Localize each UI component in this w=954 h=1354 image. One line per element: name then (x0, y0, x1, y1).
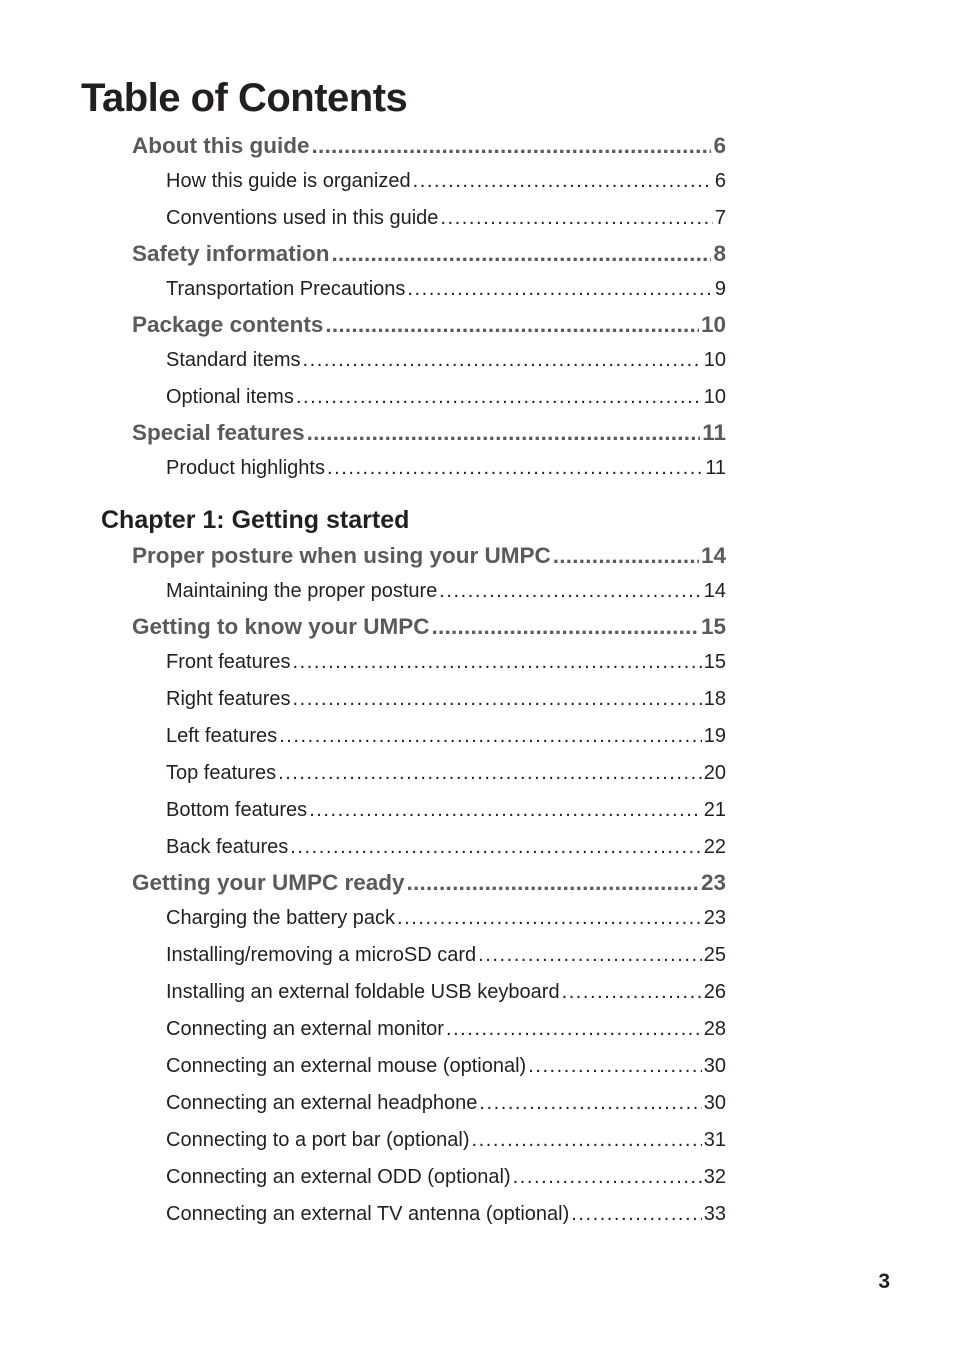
toc-entry-package-contents[interactable] (132, 311, 726, 338)
page-title: Table of Contents (81, 76, 408, 120)
toc-entry-page: 10 (703, 386, 726, 408)
dot-leader (440, 206, 712, 230)
toc-entry-page: 23 (703, 907, 726, 929)
toc-entry-page: 32 (703, 1166, 726, 1188)
toc-entry-left-features[interactable] (166, 724, 726, 748)
dot-leader (513, 1165, 702, 1189)
toc-entry-how-this-guide-is-organized[interactable] (166, 169, 726, 193)
toc-entry-page: 23 (700, 870, 726, 895)
toc-entry-label: Maintaining the proper posture (166, 580, 438, 602)
toc-entry-external-odd[interactable] (166, 1165, 726, 1189)
toc-entry-page: 19 (703, 725, 726, 747)
toc-entry-getting-to-know[interactable] (132, 613, 726, 640)
dot-leader (553, 542, 699, 569)
toc-entry-page: 22 (703, 836, 726, 858)
toc-entry-conventions[interactable] (166, 206, 726, 230)
toc-entry-label: Product highlights (166, 457, 325, 479)
toc-entry-safety-information[interactable] (132, 240, 726, 267)
toc-entry-page: 8 (713, 241, 726, 266)
toc-entry-page: 7 (714, 207, 726, 229)
toc-entry-about-this-guide[interactable] (132, 132, 726, 159)
dot-leader (439, 579, 701, 603)
toc-entry-page: 25 (703, 944, 726, 966)
toc-entry-page: 10 (700, 312, 726, 337)
toc-entry-charging-battery[interactable] (166, 906, 726, 930)
dot-leader (478, 943, 702, 967)
chapter-title: Chapter 1: Getting started (101, 506, 410, 534)
dot-leader (278, 761, 702, 785)
toc-entry-usb-keyboard[interactable] (166, 980, 726, 1004)
dot-leader (293, 687, 702, 711)
toc-entry-port-bar[interactable] (166, 1128, 726, 1152)
toc-entry-bottom-features[interactable] (166, 798, 726, 822)
toc-entry-label: Connecting an external monitor (166, 1018, 444, 1040)
dot-leader (413, 169, 713, 193)
toc-entry-label: Installing/removing a microSD card (166, 944, 477, 966)
dot-leader (327, 456, 703, 480)
toc-entry-page: 33 (703, 1203, 726, 1225)
toc-entry-label: Installing an external foldable USB keyboard (166, 981, 560, 1003)
toc-entry-label: Connecting an external TV antenna (optional) (166, 1203, 570, 1225)
toc-entry-getting-ready[interactable] (132, 869, 726, 896)
toc-entry-proper-posture[interactable] (132, 542, 726, 569)
dot-leader (311, 132, 711, 159)
dot-leader (472, 1128, 702, 1152)
toc-entry-front-features[interactable] (166, 650, 726, 674)
toc-entry-label: Proper posture when using your UMPC (132, 543, 551, 568)
toc-entry-page: 10 (703, 349, 726, 371)
dot-leader (307, 419, 701, 446)
toc-entry-page: 30 (703, 1092, 726, 1114)
toc-entry-optional-items[interactable] (166, 385, 726, 409)
toc-entry-page: 28 (703, 1018, 726, 1040)
toc-entry-standard-items[interactable] (166, 348, 726, 372)
toc-entry-product-highlights[interactable] (166, 456, 726, 480)
toc-entry-label: Standard items (166, 349, 301, 371)
toc-entry-label: Front features (166, 651, 291, 673)
toc-entry-microsd-card[interactable] (166, 943, 726, 967)
toc-entry-page: 31 (703, 1129, 726, 1151)
toc-entry-right-features[interactable] (166, 687, 726, 711)
toc-entry-label: Right features (166, 688, 291, 710)
toc-entry-special-features[interactable] (132, 419, 726, 446)
dot-leader (432, 613, 699, 640)
toc-entry-label: Getting your UMPC ready (132, 870, 405, 895)
toc-entry-label: Special features (132, 420, 305, 445)
toc-entry-page: 6 (714, 170, 726, 192)
toc-entry-label: Left features (166, 725, 278, 747)
toc-entry-label: Package contents (132, 312, 324, 337)
dot-leader (571, 1202, 702, 1226)
dot-leader (397, 906, 702, 930)
toc-entry-label: Safety information (132, 241, 330, 266)
toc-entry-label: Connecting to a port bar (optional) (166, 1129, 470, 1151)
toc-entry-label: Optional items (166, 386, 294, 408)
toc-entry-back-features[interactable] (166, 835, 726, 859)
dot-leader (446, 1017, 702, 1041)
dot-leader (332, 240, 712, 267)
toc-entry-label: Charging the battery pack (166, 907, 396, 929)
toc-entry-external-monitor[interactable] (166, 1017, 726, 1041)
toc-entry-page: 11 (705, 457, 726, 479)
dot-leader (293, 650, 702, 674)
dot-leader (296, 385, 702, 409)
toc-entry-label: Getting to know your UMPC (132, 614, 430, 639)
toc-entry-top-features[interactable] (166, 761, 726, 785)
toc-entry-page: 11 (702, 420, 726, 445)
toc-entry-label: Transportation Precautions (166, 278, 406, 300)
dot-leader (279, 724, 702, 748)
toc-entry-label: Top features (166, 762, 277, 784)
toc-entry-page: 18 (703, 688, 726, 710)
dot-leader (562, 980, 702, 1004)
toc-entry-label: Conventions used in this guide (166, 207, 439, 229)
dot-leader (479, 1091, 701, 1115)
toc-entry-maintaining-posture[interactable] (166, 579, 726, 603)
dot-leader (290, 835, 701, 859)
toc-entry-transportation-precautions[interactable] (166, 277, 726, 301)
toc-entry-page: 20 (703, 762, 726, 784)
toc-entry-page: 26 (703, 981, 726, 1003)
dot-leader (303, 348, 702, 372)
toc-entry-external-mouse[interactable] (166, 1054, 726, 1078)
toc-entry-page: 15 (700, 614, 726, 639)
dot-leader (407, 277, 712, 301)
toc-entry-page: 30 (703, 1055, 726, 1077)
dot-leader (407, 869, 699, 896)
toc-entry-page: 9 (714, 278, 726, 300)
toc-entry-label: Connecting an external ODD (optional) (166, 1166, 511, 1188)
toc-entry-label: About this guide (132, 133, 310, 158)
toc-entry-page: 15 (703, 651, 726, 673)
toc-entry-label: Connecting an external mouse (optional) (166, 1055, 527, 1077)
toc-entry-label: Back features (166, 836, 289, 858)
toc-entry-page: 14 (703, 580, 726, 602)
toc-entry-external-headphone[interactable] (166, 1091, 726, 1115)
toc-entry-tv-antenna[interactable] (166, 1202, 726, 1226)
toc-entry-label: Bottom features (166, 799, 308, 821)
toc-entry-page: 6 (713, 133, 726, 158)
toc-entry-label: Connecting an external headphone (166, 1092, 478, 1114)
dot-leader (325, 311, 699, 338)
toc-entry-page: 21 (703, 799, 726, 821)
toc-entry-page: 14 (700, 543, 726, 568)
dot-leader (528, 1054, 702, 1078)
toc-entry-label: How this guide is organized (166, 170, 411, 192)
dot-leader (309, 798, 702, 822)
footer-page-number: 3 (878, 1270, 890, 1293)
